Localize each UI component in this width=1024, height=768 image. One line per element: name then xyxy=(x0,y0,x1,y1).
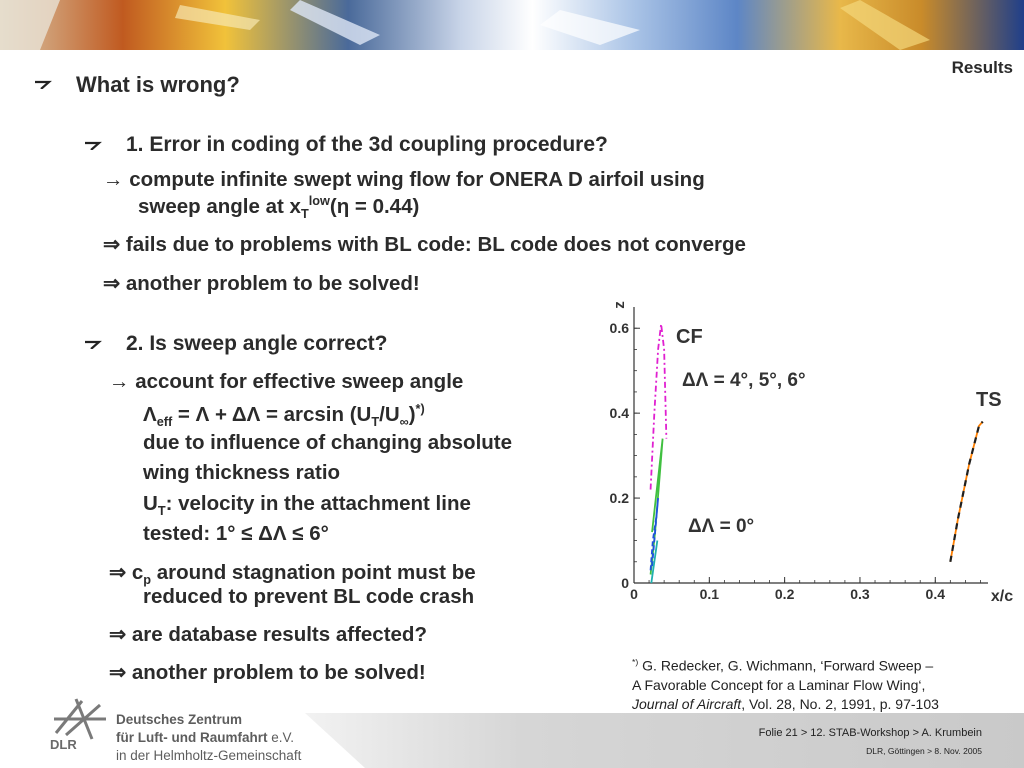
chart-axes xyxy=(611,301,1013,605)
x-tick-label: 0.1 xyxy=(699,586,720,602)
y-tick-label: 0.6 xyxy=(609,320,629,337)
item2-line5: $U_T$: velocity in the attachment line xyxy=(143,492,471,519)
arrow-bullet-icon xyxy=(84,339,102,349)
item2-line3: due to influence of changing absolute xyxy=(143,431,513,454)
item1-line3: ⇒ fails due to problems with BL code: BL code does not converge xyxy=(103,233,746,256)
item2-heading: 2. Is sweep angle correct? xyxy=(126,332,388,355)
transition-chart xyxy=(598,285,1024,607)
item2-line6: tested: 1° ≤ ΔΛ ≤ 6° xyxy=(143,522,329,545)
logo-text: DLR xyxy=(50,737,77,752)
chart-annotation: CF xyxy=(676,326,703,348)
banner-artwork xyxy=(0,0,1024,50)
chart-annotation: ΔΛ = 4°, 5°, 6° xyxy=(682,370,806,391)
chart-annotation: ΔΛ = 0° xyxy=(688,516,755,537)
item1-heading: 1. Error in coding of the 3d coupling procedure? xyxy=(126,133,608,156)
y-axis-label: z xyxy=(611,301,628,309)
item2-line7: ⇒ $c_p$ around stagnation point must be xyxy=(109,561,476,588)
chart-annotation: TS xyxy=(976,389,1002,411)
item1-line4: ⇒ another problem to be solved! xyxy=(103,272,420,295)
item2-line1: → account for effective sweep angle xyxy=(109,370,464,393)
series-line-4 xyxy=(950,422,982,562)
footnote-line2: A Favorable Concept for a Laminar Flow Wing‘, xyxy=(632,676,926,693)
y-tick-label: 0.4 xyxy=(609,405,629,422)
footnote-line3: Journal of Aircraft, Vol. 28, No. 2, 1991, p. 97-103 xyxy=(632,695,939,712)
chart-series xyxy=(651,324,983,583)
x-tick-label: 0.2 xyxy=(774,586,795,602)
arrow-bullet-icon xyxy=(84,140,102,150)
x-axis-label: x/c xyxy=(990,588,1014,605)
item2-line4: wing thickness ratio xyxy=(143,461,341,484)
series-line-5 xyxy=(950,422,982,562)
arrow-bullet-icon xyxy=(34,79,52,89)
series-line-0 xyxy=(651,324,667,490)
footnote-line1: *) G. Redecker, G. Wichmann, ‘Forward Sweep – xyxy=(632,657,934,674)
slide-title: What is wrong? xyxy=(76,72,240,97)
chart-annotations xyxy=(676,326,1002,537)
header-banner xyxy=(0,0,1024,50)
item1-line2: sweep angle at $x_T^{low}(\eta = 0.44)$ xyxy=(138,193,420,221)
chart-ticks xyxy=(610,320,981,602)
item2-line2: $\Lambda_{eff} = \Lambda + \Delta\Lambda = \arcsin (U_T/U_\infty)^{*)}$ xyxy=(143,401,425,429)
slide-info: Folie 21 > 12. STAB-Workshop > A. Krumbein xyxy=(758,727,982,739)
x-tick-label: 0.3 xyxy=(850,586,870,602)
y-tick-label: 0 xyxy=(621,575,629,591)
y-tick-label: 0.2 xyxy=(609,490,629,507)
x-tick-label: 0 xyxy=(630,586,638,602)
section-label: Results xyxy=(951,58,1013,77)
item2-line9: ⇒ are database results affected? xyxy=(109,623,427,646)
footnote xyxy=(632,653,939,714)
item2-line8: reduced to prevent BL code crash xyxy=(143,585,475,608)
location-date: DLR, Göttingen > 8. Nov. 2005 xyxy=(866,746,982,756)
x-tick-label: 0.4 xyxy=(925,586,946,602)
footer-band xyxy=(305,713,1024,768)
dlr-logo-icon xyxy=(52,695,108,743)
item1-line1: → compute infinite swept wing flow for ONERA D airfoil using xyxy=(103,168,705,191)
item2-line10: ⇒ another problem to be solved! xyxy=(109,661,426,684)
organization-name: Deutsches Zentrum für Luft- und Raumfahrt e.V. in der Helmholtz-Gemeinschaft xyxy=(116,712,302,763)
